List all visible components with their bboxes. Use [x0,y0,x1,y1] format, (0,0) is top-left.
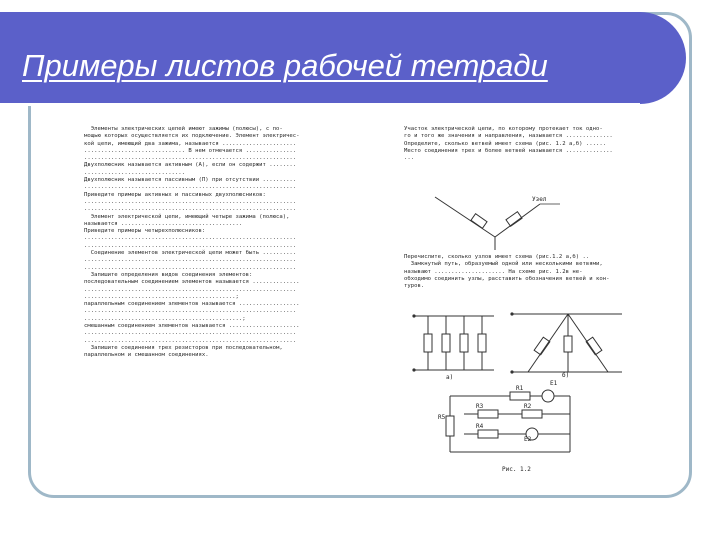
worksheet-line: ............................................................... [84,184,297,191]
worksheet-line: ............................................................... [84,198,297,205]
fig-b-label: б) [562,372,570,379]
worksheet-line: называют ..................... На схеме рис. 1.2в не- [404,268,583,275]
worksheet-line: ............................................................... [84,308,297,315]
worksheet-line: Запишите определения видов соединения элементов: [84,271,253,278]
worksheet-line: Двухполюсник называется активным (А), если он содержит ........ [84,162,297,169]
worksheet-left-column [84,126,334,426]
worksheet-line: Замкнутый путь, образуемый одной или несколькими ветвями, [404,261,603,268]
worksheet-line: ............................................................... [84,206,297,213]
worksheet-line: .............................................; [84,293,239,300]
circuit-c-diagram [430,384,590,464]
title-banner [0,12,686,104]
worksheet-line: .............................. В нем отмечается ............... [84,147,297,154]
worksheet-line: называется .................................... [84,220,243,227]
worksheet-line: ...............................................; [84,315,246,322]
source-e1-label: E1 [550,380,558,387]
worksheet-line: Приведите примеры четырехполюсников: [84,228,206,235]
source-e2-label: E2 [524,436,532,443]
worksheet-line: Двухполюсник называется пассивным (П) при отсутствии .......... [84,177,297,184]
worksheet-line: Запишите соединения трех резисторов при последовательном, [84,344,283,351]
worksheet-line: ............................................................... [84,242,297,249]
worksheet-line: туров. [404,283,425,290]
worksheet-line: параллельном и смешанном соединениях. [84,352,209,359]
resistor-r3-label: R3 [476,403,484,410]
worksheet-line: Приведите примеры активных и пассивных двухполюсников: [84,191,266,198]
worksheet-line: ............................................................... [84,330,297,337]
resistor-r1-label: R1 [516,385,524,392]
worksheet-line: Элементы электрических цепей имеют зажимы (полюсы), с по- [84,126,283,132]
worksheet-line: Определите, сколько ветвей имеет схема (рис. 1.2 а,б) ...... [404,140,607,147]
worksheet-line: ............................................................... [84,257,297,264]
circuit-a-diagram [408,308,498,383]
worksheet-line: .............................. [84,169,186,176]
worksheet-line: Соединение элементов электрической цепи может быть .......... [84,250,297,257]
worksheet-line: ............................................................... [84,286,297,293]
worksheet-line: Участок электрической цепи, по которому протекает ток одно- [404,126,603,132]
worksheet-line: го и того же значения и направления, называется .............. [404,133,613,140]
slide-title: Примеры листов рабочей тетради [22,48,548,83]
worksheet-line: ............................................................... [84,155,297,162]
worksheet-line: кой цепи, имеющий два зажима, называется ...................... [84,140,297,147]
worksheet-line: Перечислите, сколько узлов имеет схема (рис.1.2 а,б) .. [404,254,590,260]
worksheet-line: смешанным соединением элементов называется ..................... [84,323,300,330]
resistor-r5-label: R5 [438,414,446,421]
worksheet-right-column-top [404,126,644,194]
worksheet-line: Элемент электрической цепи, имеющий четыре зажима (полюса), [84,213,290,220]
worksheet-line: обходимо соединить узлы, расставить обозначения ветвей и кон- [404,275,610,282]
figure-caption: Рис. 1.2 [502,466,531,473]
title-underline-rule [0,103,640,106]
worksheet-line: ... [404,155,415,162]
worksheet-right-column-middle [404,254,644,314]
worksheet-line: мощью которых осуществляется их подключение. Элемент электричес- [84,133,300,140]
resistor-r4-label: R4 [476,423,484,430]
fig-a-label: a) [446,374,454,381]
worksheet-line: ............................................................... [84,235,297,242]
node-diagram [430,192,590,252]
worksheet-line: последовательным соединением элементов называется .............. [84,279,300,286]
worksheet-line: ............................................................... [84,264,297,271]
worksheet-line: ............................................................... [84,337,297,344]
resistor-r2-label: R2 [524,403,532,410]
worksheet-line: параллельным соединением элементов называется .................. [84,301,300,308]
worksheet-line: Место соединения трех и более ветвей называется .............. [404,147,613,154]
node-label: Узел [532,196,547,203]
